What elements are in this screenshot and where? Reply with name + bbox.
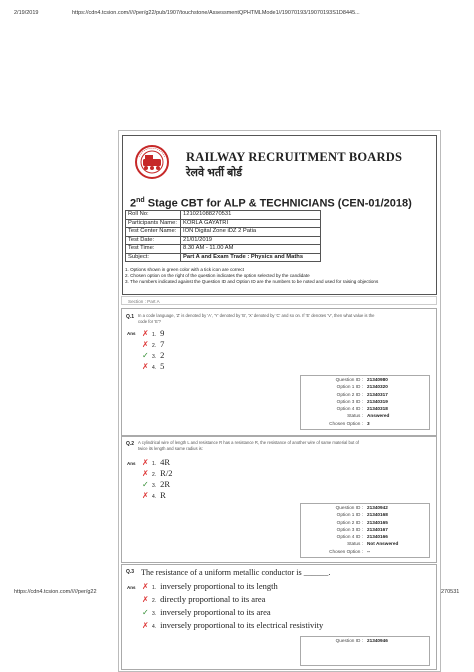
info-label: Roll No:: [126, 211, 181, 220]
exam-title: [130, 197, 412, 210]
option: [142, 594, 265, 604]
table-row: [126, 228, 321, 237]
option: [142, 607, 271, 617]
option-text: 4R: [160, 457, 171, 467]
check-icon: ✓: [142, 351, 149, 360]
check-icon: ✓: [142, 480, 149, 489]
meta-label: Option 2 ID :: [336, 519, 363, 525]
option-number: 3.: [152, 483, 157, 489]
option-text: 5: [160, 361, 165, 371]
ans-label: Ans: [127, 585, 136, 590]
meta-value: 21340319: [367, 398, 388, 404]
option: [142, 457, 170, 467]
print-url[interactable]: https://cdn4.tcsion.com/////per/g22/pub/1907/touchstone/AssessmentQPHTMLMode1//19070193/19070193S1D8445...: [72, 10, 360, 16]
option-text: inversely proportional to its length: [160, 581, 278, 591]
info-value: 121021088270531: [181, 211, 321, 220]
meta-value: 21340317: [367, 391, 388, 397]
check-icon: ✓: [142, 608, 149, 617]
cross-icon: ✗: [142, 329, 149, 338]
option-text: 2R: [160, 479, 171, 489]
info-value: Part A and Exam Trade : Physics and Maths: [181, 253, 321, 262]
cross-icon: ✗: [142, 621, 149, 630]
ans-label: Ans: [127, 331, 136, 336]
meta-label: Option 1 ID :: [336, 384, 363, 390]
print-date: 2/19/2019: [14, 10, 39, 16]
meta-label: Chosen Option :: [329, 420, 363, 426]
cross-icon: ✗: [142, 362, 149, 371]
cross-icon: ✗: [142, 491, 149, 500]
info-value: 21/01/2019: [181, 236, 321, 245]
info-label: Test Center Name:: [126, 228, 181, 237]
meta-value: 21340168: [367, 512, 388, 518]
meta-value: 21340942: [367, 505, 388, 510]
option-number: 2.: [152, 343, 157, 349]
option-number: 4.: [152, 624, 157, 630]
meta-label: Question ID :: [335, 638, 363, 643]
question-meta-1: [300, 375, 430, 430]
meta-value: 21340318: [367, 406, 388, 412]
option-number: 3.: [152, 354, 157, 360]
note-line: 1. Options shown in green color with a tick icon are correct: [125, 267, 244, 272]
meta-label: Option 4 ID :: [336, 534, 363, 540]
question-text: [138, 313, 430, 324]
meta-value: 21340320: [367, 384, 388, 390]
question-text: [138, 440, 430, 451]
info-value: ION Digital Zone iDZ 2 Patia: [181, 228, 321, 237]
footer-url[interactable]: https://cdn4.tcsion.com/////per/g22: [14, 589, 97, 595]
question-meta-3: [300, 636, 430, 666]
meta-value: 21340166: [367, 534, 388, 540]
option-number: 4.: [152, 365, 157, 371]
option-number: 1.: [152, 461, 157, 467]
info-label: Subject:: [126, 253, 181, 262]
option: [142, 361, 164, 371]
question-text-line: code for 'E'?: [138, 318, 162, 324]
meta-label: Status :: [347, 413, 363, 419]
option: [142, 468, 172, 478]
info-value: 8.30 AM - 11.00 AM: [181, 245, 321, 254]
option-number: 2.: [152, 472, 157, 478]
option-number: 4.: [152, 494, 157, 500]
table-row: [126, 219, 321, 228]
option-text: 7: [160, 339, 165, 349]
meta-value: 21340167: [367, 526, 388, 532]
table-row: [126, 253, 321, 262]
question-text-line: In a code language, 'Z' is denoted by 'A', 'Y' denoted by 'B', 'X' denoted by 'C' and so on. If 'E' denotes 'V', then what value is the: [138, 313, 375, 318]
option-text: 9: [160, 328, 165, 338]
meta-value: Not Answered: [367, 541, 399, 547]
cross-icon: ✗: [142, 595, 149, 604]
meta-label: Option 3 ID :: [336, 526, 363, 532]
note-line: 3. The numbers indicated against the Question ID and Option ID are the numbers to be noted and used for raising objections: [125, 279, 379, 284]
option-text: directly proportional to its area: [160, 594, 266, 604]
stage-title: Stage CBT for ALP & TECHNICIANS (CEN-01/2018): [144, 197, 412, 210]
option: [142, 479, 170, 489]
meta-label: Option 3 ID :: [336, 398, 363, 404]
meta-value: 21340165: [367, 519, 388, 525]
option: [142, 490, 166, 500]
info-value: KORLA GAYATRI: [181, 219, 321, 228]
info-label: Participants Name:: [126, 219, 181, 228]
option-text: inversely proportional to its electrical resistivity: [160, 620, 324, 630]
meta-label: Option 2 ID :: [336, 391, 363, 397]
ans-label: Ans: [127, 461, 136, 466]
option-text: inversely proportional to its area: [160, 607, 271, 617]
board-title-hindi: रेलवे भर्ती बोर्ड: [186, 167, 243, 179]
option-number: 3.: [152, 611, 157, 617]
meta-value: 21340980: [367, 377, 388, 382]
meta-value: --: [367, 548, 371, 554]
info-label: Test Time:: [126, 245, 181, 254]
option: [142, 328, 164, 338]
option: [142, 620, 323, 630]
cross-icon: ✗: [142, 582, 149, 591]
meta-label: Option 4 ID :: [336, 406, 363, 412]
railway-logo-icon: [135, 145, 169, 179]
question-text: The resistance of a uniform metallic conductor is ______.: [141, 568, 331, 577]
board-title-english: RAILWAY RECRUITMENT BOARDS: [186, 150, 403, 164]
cross-icon: ✗: [142, 469, 149, 478]
question-number: Q.1: [126, 314, 135, 320]
meta-value: 3: [367, 420, 370, 426]
section-header: Section : Part A: [121, 296, 437, 305]
table-row: [126, 211, 321, 220]
meta-label: Chosen Option :: [329, 548, 363, 554]
question-text-line: A cylindrical wire of length L and resistance R has a resistance R, the resistance of another wire of same material but of: [138, 440, 359, 445]
meta-label: Question ID :: [335, 377, 363, 382]
option-number: 2.: [152, 598, 157, 604]
info-label: Test Date:: [126, 236, 181, 245]
option: [142, 581, 278, 591]
question-text-line: twice its length and same radius is:: [138, 445, 203, 451]
option-number: 1.: [152, 332, 157, 338]
meta-value: 21340946: [367, 638, 388, 643]
meta-value: Answered: [367, 413, 390, 419]
option-text: R/2: [160, 468, 173, 478]
stage-number: 2: [130, 197, 137, 210]
meta-label: Status :: [347, 541, 363, 547]
candidate-info-table: [125, 210, 321, 262]
cross-icon: ✗: [142, 458, 149, 467]
option: [142, 350, 164, 360]
footer-page: 270531: [441, 589, 460, 595]
note-line: 2. Chosen option on the right of the question indicates the option selected by the candidate: [125, 273, 310, 278]
table-row: [126, 236, 321, 245]
cross-icon: ✗: [142, 340, 149, 349]
stage-suffix: nd: [136, 197, 145, 204]
option-text: R: [160, 490, 166, 500]
meta-label: Question ID :: [335, 505, 363, 510]
meta-label: Option 1 ID :: [336, 512, 363, 518]
question-number: Q.2: [126, 441, 135, 447]
option-text: 2: [160, 350, 165, 360]
question-meta-2: [300, 503, 430, 558]
option: [142, 339, 164, 349]
table-row: [126, 245, 321, 254]
option-number: 1.: [152, 585, 157, 591]
question-number: Q.3: [126, 569, 135, 575]
